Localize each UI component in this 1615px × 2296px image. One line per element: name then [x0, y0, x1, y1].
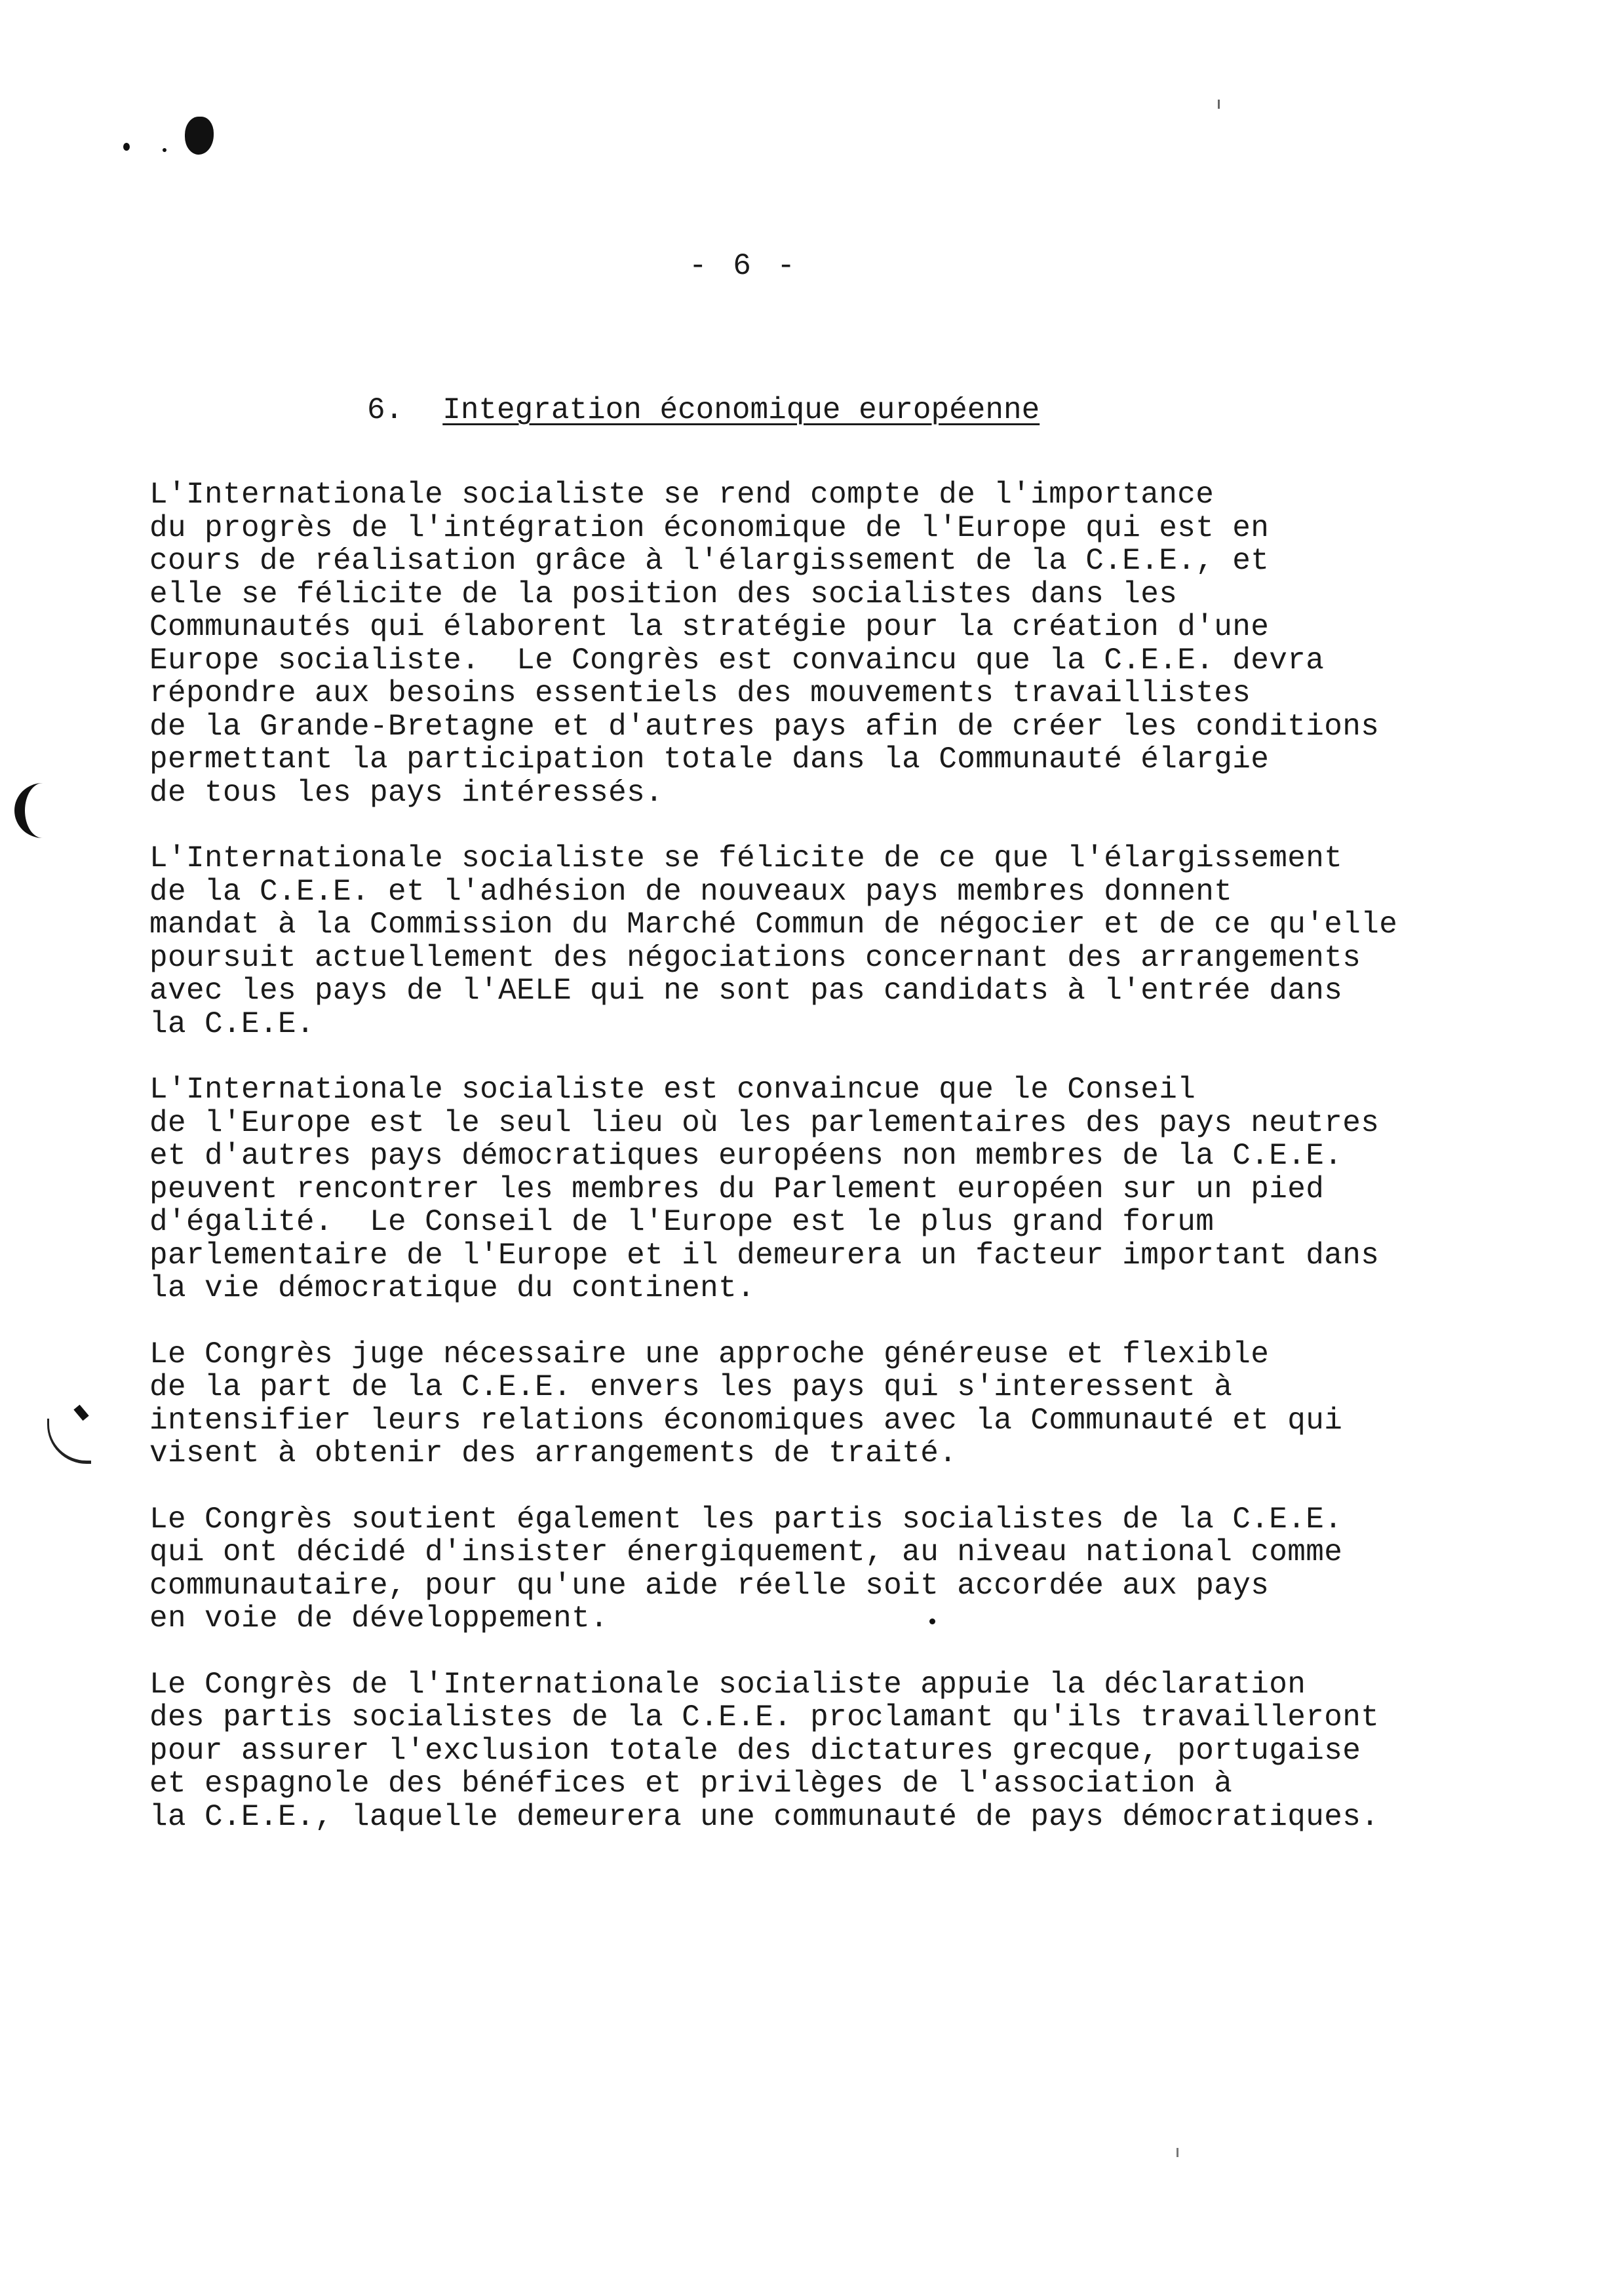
text-line: visent à obtenir des arrangements de traité. — [149, 1436, 958, 1470]
text-line: d'égalité. Le Conseil de l'Europe est le plus grand forum — [149, 1205, 1215, 1239]
text-line: la vie démocratique du continent. — [149, 1271, 756, 1305]
text-line: cours de réalisation grâce à l'élargissement de la C.E.E., et — [149, 544, 1270, 578]
text-line: de tous les pays intéressés. — [149, 775, 664, 810]
ink-dot — [163, 148, 166, 152]
margin-curl-mark — [47, 1419, 91, 1464]
section-heading — [367, 393, 1040, 427]
text-line: de la part de la C.E.E. envers les pays qui s'interessent à — [149, 1370, 1233, 1404]
document-body — [149, 478, 1552, 1866]
text-line: et d'autres pays démocratiques européens non membres de la C.E.E. — [149, 1139, 1343, 1173]
text-line: parlementaire de l'Europe et il demeurera un facteur important dans — [149, 1238, 1380, 1272]
text-line: Communautés qui élaborent la stratégie pour la création d'une — [149, 610, 1270, 644]
paragraph — [149, 1073, 1552, 1305]
paragraph — [149, 478, 1552, 809]
section-number: 6. — [367, 393, 404, 427]
punch-hole-shadow — [14, 783, 62, 838]
ink-blot — [185, 117, 214, 155]
paragraph — [149, 1668, 1552, 1834]
section-title: Integration économique européenne — [442, 393, 1040, 427]
text-line: et espagnole des bénéfices et privilèges de l'association à — [149, 1767, 1233, 1801]
text-line: communautaire, pour qu'une aide réelle soit accordée aux pays — [149, 1568, 1270, 1603]
page-number: - 6 - — [688, 249, 800, 283]
ink-speck — [1177, 2148, 1178, 2157]
paragraph — [149, 1338, 1552, 1470]
text-line: en voie de développement. — [149, 1601, 609, 1636]
text-line: de la C.E.E. et l'adhésion de nouveaux pays membres donnent — [149, 874, 1233, 909]
text-line: L'Internationale socialiste est convaincue que le Conseil — [149, 1073, 1196, 1107]
text-line: poursuit actuellement des négociations concernant des arrangements — [149, 940, 1361, 975]
text-line: pour assurer l'exclusion totale des dictatures grecque, portugaise — [149, 1733, 1361, 1768]
text-line: Le Congrès juge nécessaire une approche généreuse et flexible — [149, 1337, 1270, 1371]
text-line: Le Congrès de l'Internationale socialiste appuie la déclaration — [149, 1667, 1306, 1702]
text-line: mandat à la Commission du Marché Commun de négocier et de ce qu'elle — [149, 908, 1398, 942]
text-line: permettant la participation totale dans la Communauté élargie — [149, 742, 1270, 776]
ink-dot — [123, 143, 130, 151]
text-line: du progrès de l'intégration économique de l'Europe qui est en — [149, 510, 1270, 545]
text-line: Le Congrès soutient également les partis socialistes de la C.E.E. — [149, 1502, 1343, 1537]
text-line: intensifier leurs relations économiques avec la Communauté et qui — [149, 1403, 1343, 1438]
text-line: répondre aux besoins essentiels des mouvements travaillistes — [149, 676, 1251, 710]
text-line: elle se félicite de la position des socialistes dans les — [149, 577, 1178, 611]
text-line: de l'Europe est le seul lieu où les parlementaires des pays neutres — [149, 1105, 1380, 1140]
text-line: des partis socialistes de la C.E.E. proclamant qu'ils travailleront — [149, 1700, 1380, 1734]
ink-speck — [1218, 100, 1220, 109]
text-line: la C.E.E., laquelle demeurera une communauté de pays démocratiques. — [149, 1799, 1380, 1834]
text-line: L'Internationale socialiste se rend compte de l'importance — [149, 478, 1215, 512]
paragraph — [149, 1503, 1552, 1636]
text-line: de la Grande-Bretagne et d'autres pays afin de créer les conditions — [149, 709, 1380, 744]
text-line: L'Internationale socialiste se félicite de ce que l'élargissement — [149, 841, 1343, 875]
paragraph — [149, 842, 1552, 1041]
text-line: la C.E.E. — [149, 1006, 315, 1041]
text-line: Europe socialiste. Le Congrès est convaincu que la C.E.E. devra — [149, 643, 1325, 678]
text-line: peuvent rencontrer les membres du Parlement européen sur un pied — [149, 1172, 1325, 1206]
text-line: avec les pays de l'AELE qui ne sont pas candidats à l'entrée dans — [149, 974, 1343, 1008]
text-line: qui ont décidé d'insister énergiquement, au niveau national comme — [149, 1535, 1343, 1569]
